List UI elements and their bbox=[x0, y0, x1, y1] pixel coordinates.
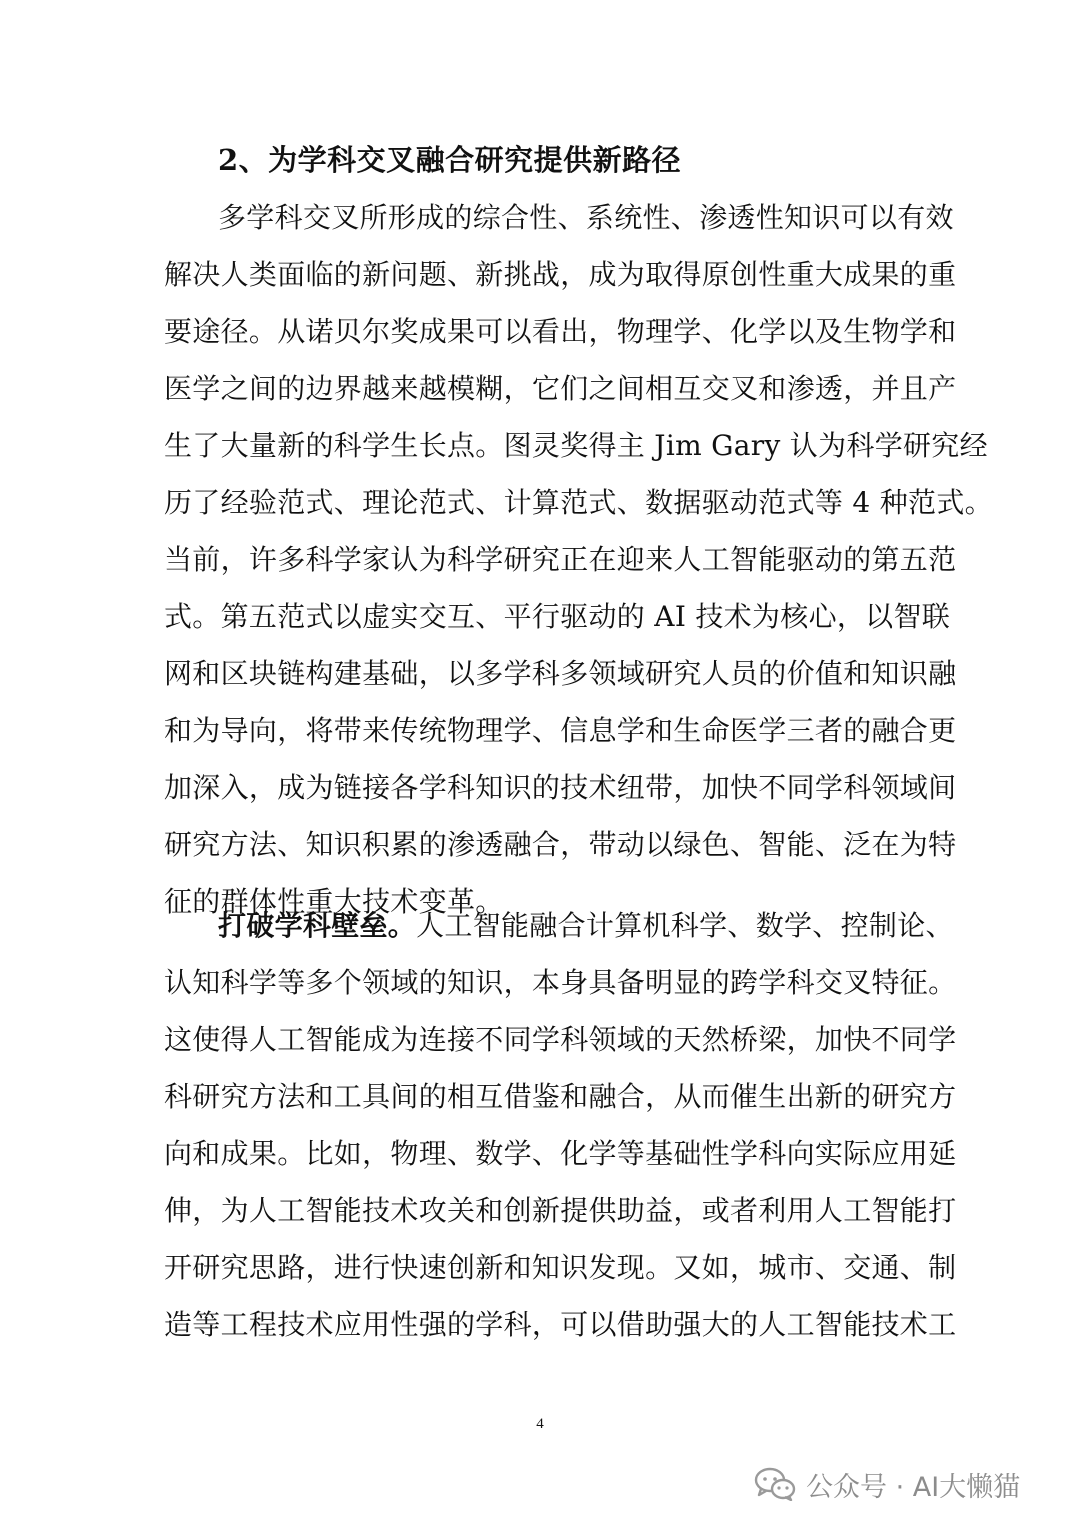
text-line: 网和区块链构建基础，以多学科多领域研究人员的价值和知识融 bbox=[164, 657, 957, 690]
text-line: 多学科交叉所形成的综合性、系统性、渗透性知识可以有效 bbox=[218, 201, 954, 234]
text-line: 这使得人工智能成为连接不同学科领域的天然桥梁，加快不同学 bbox=[164, 1023, 957, 1056]
text-line: 向和成果。比如，物理、数学、化学等基础性学科向实际应用延 bbox=[164, 1137, 957, 1170]
text-line: 要途径。从诺贝尔奖成果可以看出，物理学、化学以及生物学和 bbox=[164, 315, 957, 348]
section-heading: 2、为学科交叉融合研究提供新路径 bbox=[218, 143, 682, 177]
text-line: 科研究方法和工具间的相互借鉴和融合，从而催生出新的研究方 bbox=[164, 1080, 957, 1113]
watermark bbox=[754, 1458, 1020, 1510]
watermark-text: 公众号 · AI大懒猫 bbox=[806, 1471, 1021, 1503]
text-line: 和为导向，将带来传统物理学、信息学和生命医学三者的融合更 bbox=[164, 714, 957, 747]
text-line: 研究方法、知识积累的渗透融合，带动以绿色、智能、泛在为特 bbox=[164, 828, 957, 861]
bold-lead-text: 打破学科壁垒。 bbox=[218, 909, 417, 942]
first-line-rest: 人工智能融合计算机科学、数学、控制论、 bbox=[416, 909, 954, 942]
paragraph-2 bbox=[164, 897, 957, 1353]
text-line: 解决人类面临的新问题、新挑战，成为取得原创性重大成果的重 bbox=[164, 258, 957, 291]
text-line: 医学之间的边界越来越模糊，它们之间相互交叉和渗透，并且产 bbox=[164, 372, 957, 405]
text-line: 生了大量新的科学生长点。图灵奖得主 Jim Gary 认为科学研究经 bbox=[164, 429, 988, 462]
text-line: 造等工程技术应用性强的学科，可以借助强大的人工智能技术工 bbox=[164, 1308, 957, 1341]
text-line: 开研究思路，进行快速创新和知识发现。又如，城市、交通、制 bbox=[164, 1251, 957, 1284]
text-line: 加深入，成为链接各学科知识的技术纽带，加快不同学科领域间 bbox=[164, 771, 957, 804]
text-line: 历了经验范式、理论范式、计算范式、数据驱动范式等 4 种范式。 bbox=[164, 486, 993, 519]
text-line: 式。第五范式以虚实交互、平行驱动的 AI 技术为核心，以智联 bbox=[164, 600, 951, 633]
wechat-icon bbox=[754, 1467, 796, 1501]
text-line: 认知科学等多个领域的知识，本身具备明显的跨学科交叉特征。 bbox=[164, 966, 957, 999]
text-line bbox=[164, 897, 954, 954]
paragraph-1 bbox=[164, 189, 993, 930]
text-line: 征的群体性重大技术变革。 bbox=[164, 885, 504, 918]
page-number: 4 bbox=[536, 1416, 544, 1432]
text-line: 伸，为人工智能技术攻关和创新提供助益，或者利用人工智能打 bbox=[164, 1194, 957, 1227]
text-line: 当前，许多科学家认为科学研究正在迎来人工智能驱动的第五范 bbox=[164, 543, 957, 576]
